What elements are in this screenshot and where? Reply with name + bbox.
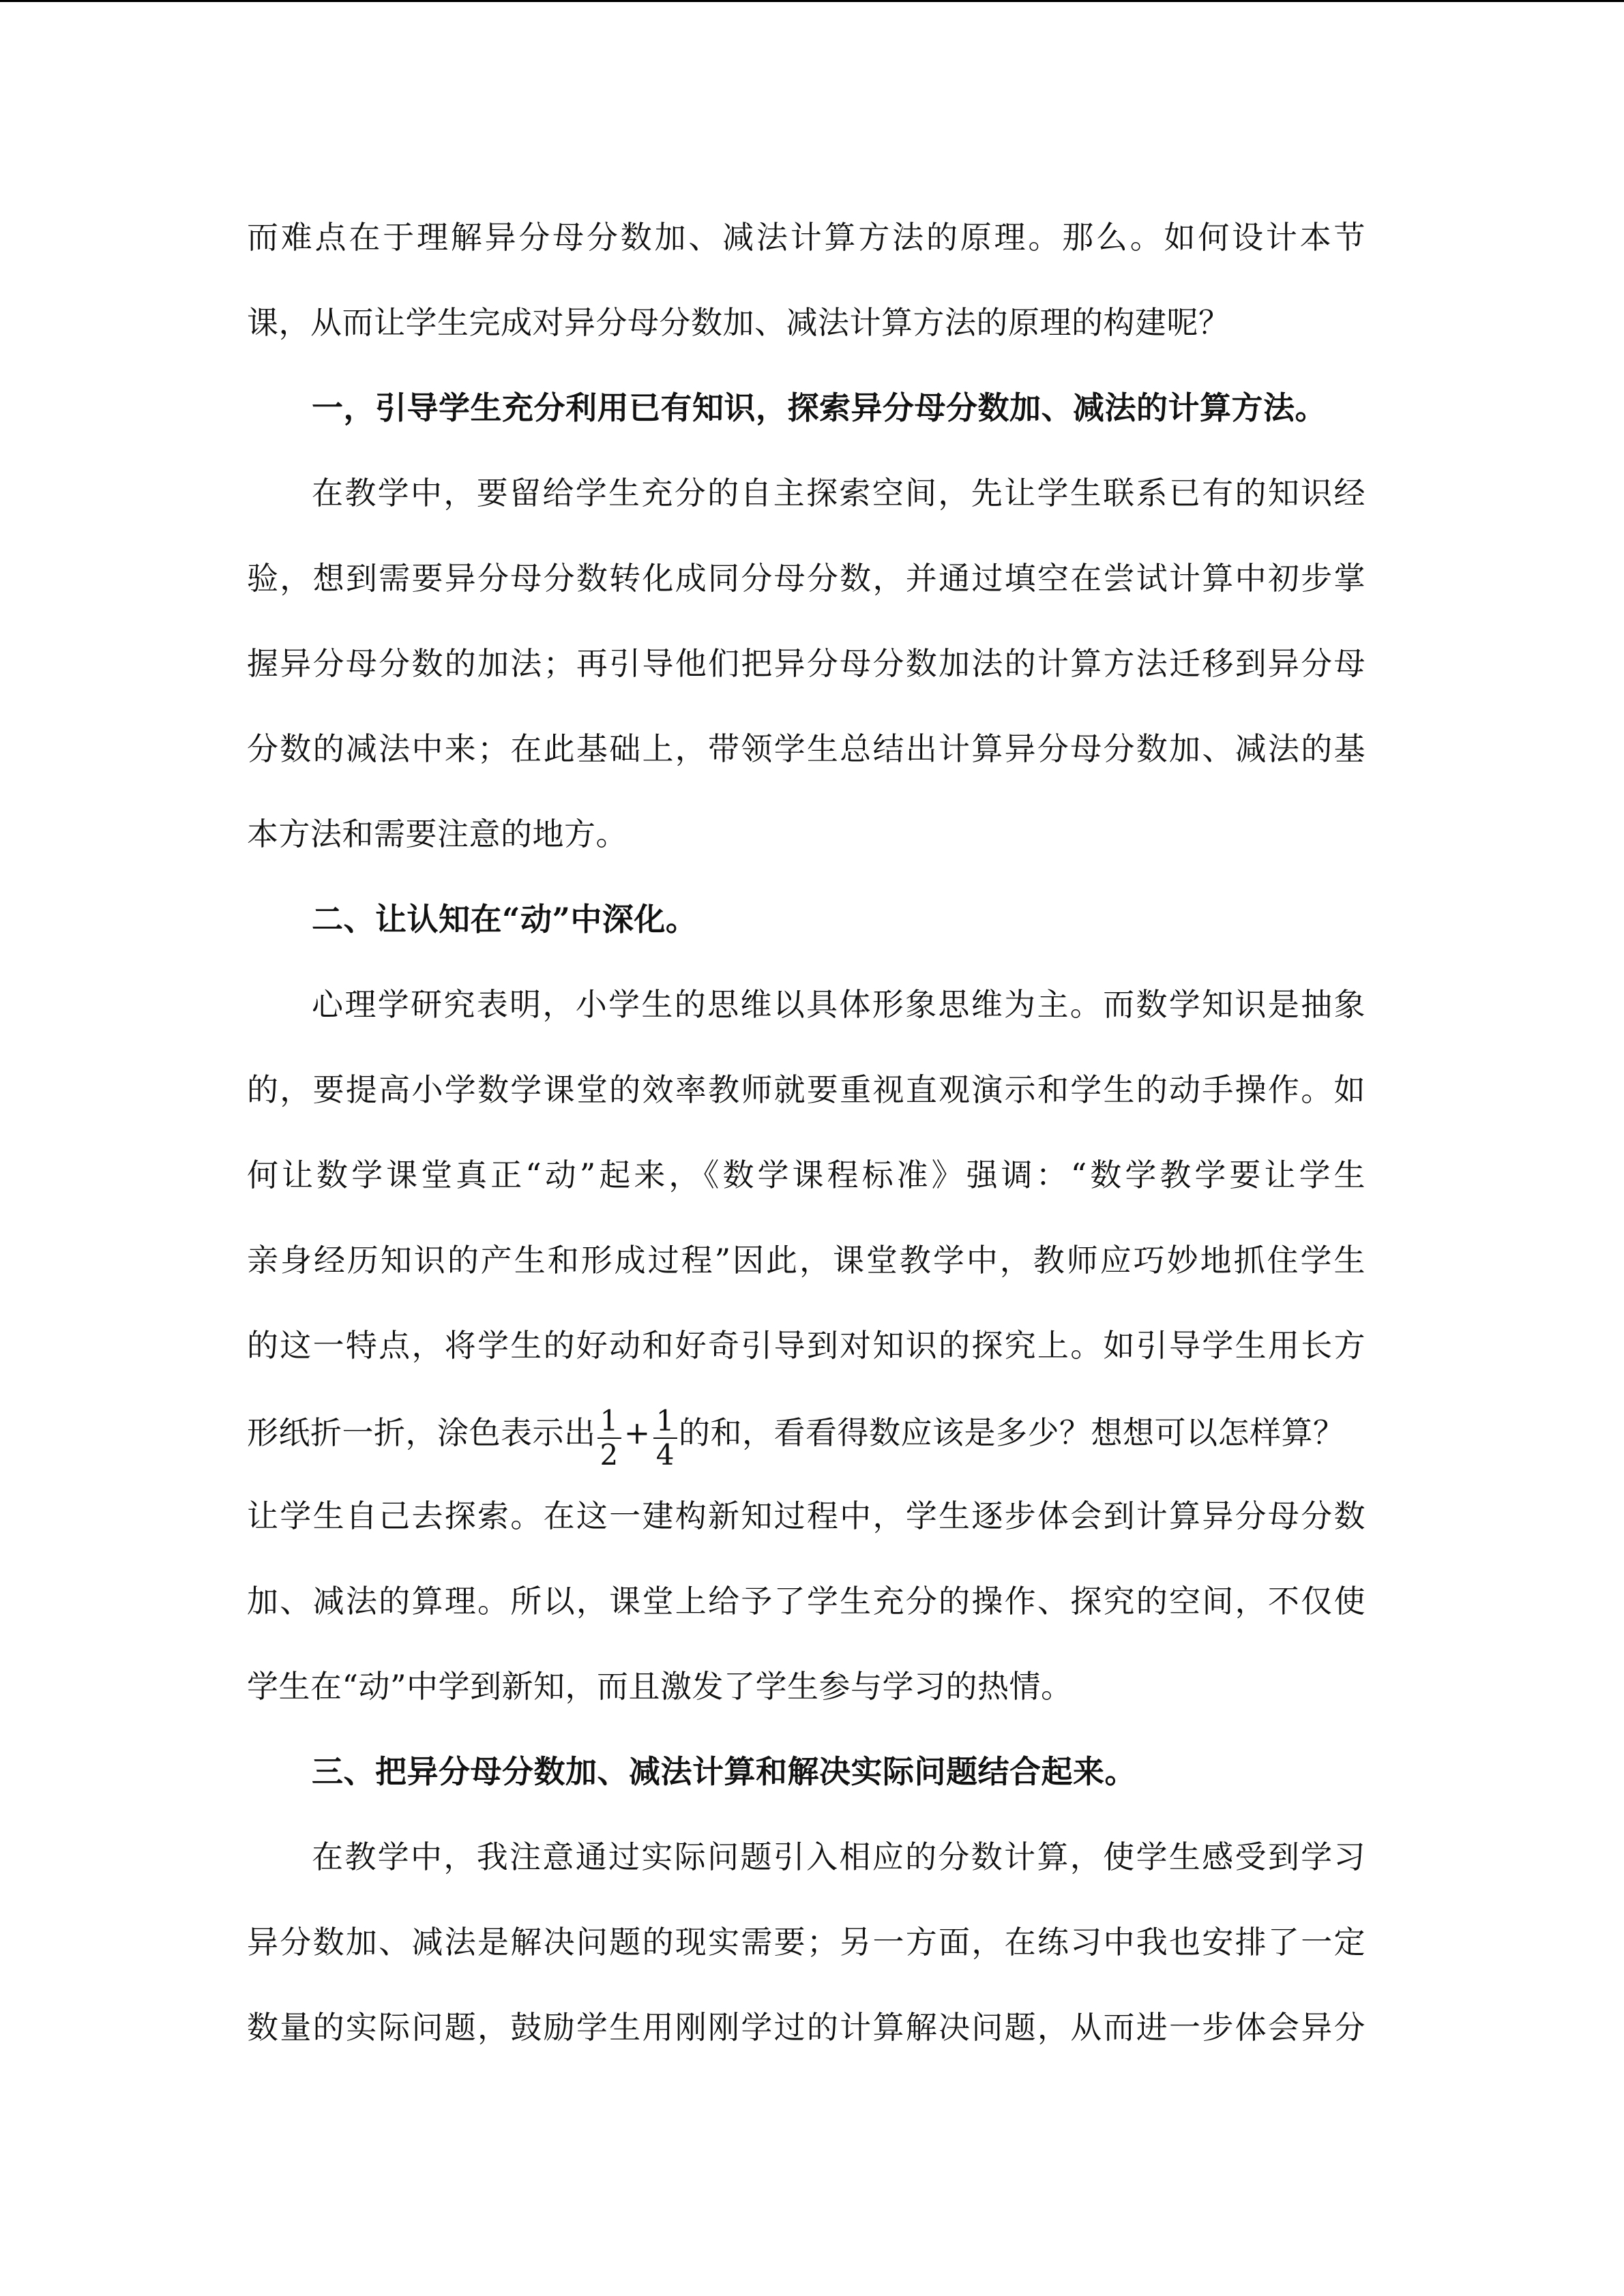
paragraph-line-3: 在教学中，要留给学生充分的自主探索空间，先让学生联系已有的知识经 [312, 475, 1365, 511]
fraction-line-after: 的和，看看得数应该是多少？想想可以怎样算？ [679, 1414, 1345, 1451]
paragraph-line-1: 而难点在于理解异分母分数加、减法计算方法的原理。那么。如何设计本节 [247, 219, 1365, 256]
paragraph-line-11: 亲身经历知识的产生和形成过程”因此，课堂教学中，教师应巧妙地抓住学生 [247, 1242, 1365, 1279]
paragraph-line-17: 异分数加、减法是解决问题的现实需要；另一方面，在练习中我也安排了一定 [247, 1924, 1365, 1960]
fraction-one-half-numerator: 1 [597, 1405, 621, 1439]
paragraph-line-2: 课，从而让学生完成对异分母分数加、减法计算方法的原理的构建呢？ [247, 304, 1230, 341]
plus-sign: + [623, 1414, 651, 1451]
fraction-one-half-denominator: 2 [600, 1438, 619, 1472]
page-top-border [0, 0, 1624, 2]
paragraph-line-18: 数量的实际问题，鼓励学生用刚刚学过的计算解决问题，从而进一步体会异分 [247, 2009, 1365, 2046]
fraction-one-quarter-denominator: 4 [655, 1438, 675, 1472]
fraction-line [247, 1400, 1365, 1475]
fraction-one-quarter-numerator: 1 [653, 1405, 677, 1439]
paragraph-line-10: 何让数学课堂真正“动”起来，《数学课程标准》强调：“数学教学要让学生 [247, 1157, 1365, 1193]
fraction-line-before: 形纸折一折，涂色表示出 [247, 1414, 596, 1451]
section-heading-2: 二、让认知在“动”中深化。 [312, 901, 698, 938]
section-heading-3: 三、把异分母分数加、减法计算和解决实际问题结合起来。 [312, 1753, 1136, 1790]
paragraph-line-14: 加、减法的算理。所以，课堂上给予了学生充分的操作、探究的空间，不仅使 [247, 1583, 1365, 1620]
paragraph-line-12: 的这一特点，将学生的好动和好奇引导到对知识的探究上。如引导学生用长方 [247, 1327, 1365, 1364]
paragraph-line-6: 分数的减法中来；在此基础上，带领学生总结出计算异分母分数加、减法的基 [247, 730, 1365, 767]
paragraph-line-5: 握异分母分数的加法；再引导他们把异分母分数加法的计算方法迁移到异分母 [247, 645, 1365, 682]
paragraph-line-13: 让学生自己去探索。在这一建构新知过程中，学生逐步体会到计算异分母分数 [247, 1497, 1365, 1534]
paragraph-line-8: 心理学研究表明，小学生的思维以具体形象思维为主。而数学知识是抽象 [312, 986, 1365, 1023]
paragraph-line-15: 学生在“动”中学到新知，而且激发了学生参与学习的热情。 [247, 1668, 1073, 1705]
fraction-one-half [597, 1405, 621, 1472]
paragraph-line-4: 验，想到需要异分母分数转化成同分母分数，并通过填空在尝试计算中初步掌 [247, 560, 1365, 597]
paragraph-line-9: 的，要提高小学数学课堂的效率教师就要重视直观演示和学生的动手操作。如 [247, 1071, 1365, 1108]
paragraph-line-7: 本方法和需要注意的地方。 [247, 816, 628, 852]
fraction-one-quarter [653, 1405, 677, 1472]
section-heading-1: 一，引导学生充分利用已有知识，探索异分母分数加、减法的计算方法。 [312, 389, 1327, 426]
paragraph-line-16: 在教学中，我注意通过实际问题引入相应的分数计算，使学生感受到学习 [312, 1838, 1365, 1875]
